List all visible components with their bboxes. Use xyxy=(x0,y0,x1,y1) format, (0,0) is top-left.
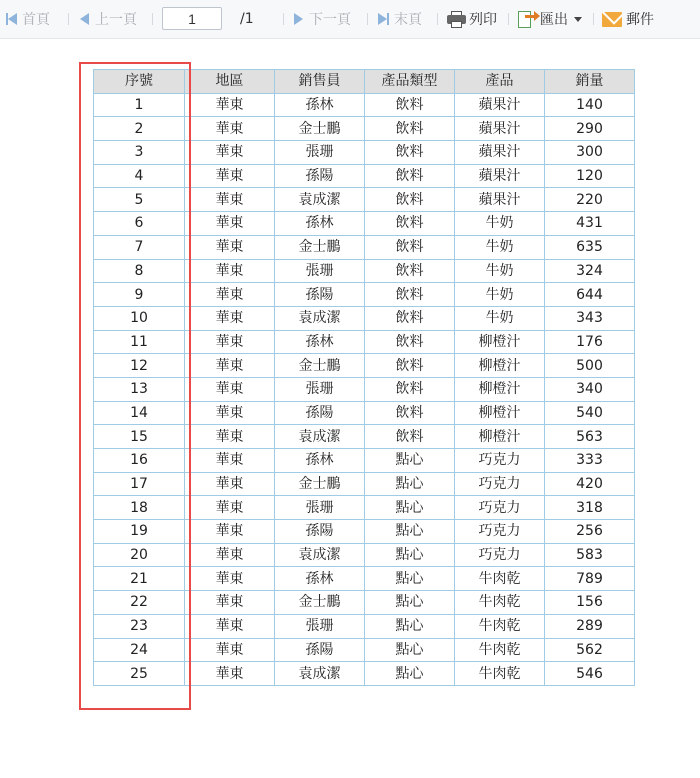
cell-serial-number: 21 xyxy=(94,567,185,591)
cell-product-type: 飲料 xyxy=(365,188,455,212)
toolbar-divider xyxy=(437,13,438,25)
cell-region: 華東 xyxy=(185,401,275,425)
cell-sales-volume: 635 xyxy=(545,235,635,259)
cell-region: 華東 xyxy=(185,164,275,188)
table-row xyxy=(94,93,635,117)
cell-salesperson: 張珊 xyxy=(275,496,365,520)
toolbar-divider xyxy=(508,13,509,25)
cell-product-type: 飲料 xyxy=(365,283,455,307)
last-page-icon xyxy=(378,13,389,25)
cell-product-type: 飲料 xyxy=(365,235,455,259)
first-page-label: 首頁 xyxy=(22,12,50,28)
report-toolbar xyxy=(0,0,700,39)
cell-region: 華東 xyxy=(185,449,275,473)
table-row xyxy=(94,662,635,686)
cell-salesperson: 袁成潔 xyxy=(275,425,365,449)
table-row xyxy=(94,330,635,354)
table-row xyxy=(94,567,635,591)
cell-product: 柳橙汁 xyxy=(455,377,545,401)
header-product: 產品 xyxy=(455,70,545,94)
cell-salesperson: 張珊 xyxy=(275,141,365,165)
last-page-button[interactable] xyxy=(378,0,422,38)
cell-serial-number: 20 xyxy=(94,543,185,567)
table-row xyxy=(94,188,635,212)
next-page-label: 下一頁 xyxy=(309,12,351,28)
cell-product-type: 飲料 xyxy=(365,93,455,117)
first-page-button[interactable] xyxy=(6,0,50,38)
cell-sales-volume: 583 xyxy=(545,543,635,567)
printer-icon xyxy=(447,11,466,28)
header-salesperson: 銷售員 xyxy=(275,70,365,94)
cell-sales-volume: 431 xyxy=(545,212,635,236)
cell-region: 華東 xyxy=(185,520,275,544)
cell-sales-volume: 289 xyxy=(545,614,635,638)
cell-region: 華東 xyxy=(185,235,275,259)
cell-region: 華東 xyxy=(185,117,275,141)
cell-region: 華東 xyxy=(185,330,275,354)
cell-salesperson: 張珊 xyxy=(275,377,365,401)
cell-product: 柳橙汁 xyxy=(455,330,545,354)
export-label: 匯出 xyxy=(540,12,568,28)
cell-salesperson: 金士鵬 xyxy=(275,591,365,615)
cell-salesperson: 金士鵬 xyxy=(275,235,365,259)
cell-sales-volume: 644 xyxy=(545,283,635,307)
cell-product-type: 點心 xyxy=(365,591,455,615)
cell-sales-volume: 140 xyxy=(545,93,635,117)
cell-salesperson: 金士鵬 xyxy=(275,117,365,141)
cell-product-type: 點心 xyxy=(365,496,455,520)
cell-sales-volume: 562 xyxy=(545,638,635,662)
cell-product-type: 點心 xyxy=(365,449,455,473)
cell-product-type: 飲料 xyxy=(365,117,455,141)
prev-page-icon xyxy=(80,13,89,25)
cell-product: 牛肉乾 xyxy=(455,567,545,591)
cell-product-type: 飲料 xyxy=(365,259,455,283)
cell-sales-volume: 120 xyxy=(545,164,635,188)
cell-product-type: 點心 xyxy=(365,567,455,591)
cell-serial-number: 13 xyxy=(94,377,185,401)
mail-icon xyxy=(602,12,622,27)
cell-salesperson: 孫林 xyxy=(275,567,365,591)
cell-serial-number: 17 xyxy=(94,472,185,496)
table-row xyxy=(94,212,635,236)
table-row xyxy=(94,520,635,544)
cell-region: 華東 xyxy=(185,377,275,401)
cell-region: 華東 xyxy=(185,472,275,496)
cell-product-type: 飲料 xyxy=(365,354,455,378)
header-product-type: 產品類型 xyxy=(365,70,455,94)
cell-sales-volume: 318 xyxy=(545,496,635,520)
toolbar-divider xyxy=(283,13,284,25)
cell-sales-volume: 789 xyxy=(545,567,635,591)
table-row xyxy=(94,259,635,283)
cell-region: 華東 xyxy=(185,662,275,686)
table-row xyxy=(94,306,635,330)
toolbar-divider xyxy=(68,13,69,25)
cell-salesperson: 張珊 xyxy=(275,614,365,638)
cell-sales-volume: 420 xyxy=(545,472,635,496)
toolbar-divider xyxy=(593,13,594,25)
cell-salesperson: 孫林 xyxy=(275,93,365,117)
cell-region: 華東 xyxy=(185,354,275,378)
cell-salesperson: 袁成潔 xyxy=(275,306,365,330)
cell-product-type: 點心 xyxy=(365,614,455,638)
cell-salesperson: 孫陽 xyxy=(275,520,365,544)
cell-product: 牛肉乾 xyxy=(455,591,545,615)
cell-product-type: 點心 xyxy=(365,543,455,567)
cell-product: 牛肉乾 xyxy=(455,614,545,638)
table-row xyxy=(94,614,635,638)
cell-product-type: 點心 xyxy=(365,662,455,686)
cell-product-type: 飲料 xyxy=(365,401,455,425)
cell-salesperson: 袁成潔 xyxy=(275,543,365,567)
cell-region: 華東 xyxy=(185,425,275,449)
cell-region: 華東 xyxy=(185,188,275,212)
cell-product-type: 飲料 xyxy=(365,330,455,354)
cell-serial-number: 9 xyxy=(94,283,185,307)
cell-salesperson: 孫林 xyxy=(275,449,365,473)
cell-product: 牛肉乾 xyxy=(455,638,545,662)
cell-product-type: 飲料 xyxy=(365,212,455,236)
cell-salesperson: 孫林 xyxy=(275,330,365,354)
prev-page-button[interactable] xyxy=(80,0,137,38)
table-row xyxy=(94,377,635,401)
cell-product: 牛奶 xyxy=(455,306,545,330)
cell-product: 巧克力 xyxy=(455,472,545,496)
cell-serial-number: 22 xyxy=(94,591,185,615)
cell-region: 華東 xyxy=(185,93,275,117)
cell-serial-number: 8 xyxy=(94,259,185,283)
cell-salesperson: 孫陽 xyxy=(275,638,365,662)
cell-product: 巧克力 xyxy=(455,496,545,520)
cell-product: 蘋果汁 xyxy=(455,141,545,165)
header-region: 地區 xyxy=(185,70,275,94)
cell-serial-number: 4 xyxy=(94,164,185,188)
cell-product: 牛奶 xyxy=(455,235,545,259)
cell-sales-volume: 340 xyxy=(545,377,635,401)
next-page-button[interactable] xyxy=(294,0,351,38)
cell-region: 華東 xyxy=(185,638,275,662)
cell-serial-number: 16 xyxy=(94,449,185,473)
cell-serial-number: 15 xyxy=(94,425,185,449)
cell-salesperson: 金士鵬 xyxy=(275,472,365,496)
table-body xyxy=(94,93,635,685)
toolbar-divider xyxy=(152,13,153,25)
cell-product: 巧克力 xyxy=(455,543,545,567)
prev-page-label: 上一頁 xyxy=(95,12,137,28)
cell-product: 蘋果汁 xyxy=(455,188,545,212)
cell-salesperson: 金士鵬 xyxy=(275,354,365,378)
cell-product-type: 飲料 xyxy=(365,306,455,330)
cell-product: 牛肉乾 xyxy=(455,662,545,686)
cell-serial-number: 6 xyxy=(94,212,185,236)
table-row xyxy=(94,449,635,473)
table-row xyxy=(94,401,635,425)
cell-product-type: 飲料 xyxy=(365,377,455,401)
cell-product-type: 點心 xyxy=(365,638,455,662)
cell-sales-volume: 290 xyxy=(545,117,635,141)
cell-region: 華東 xyxy=(185,567,275,591)
cell-sales-volume: 220 xyxy=(545,188,635,212)
cell-serial-number: 5 xyxy=(94,188,185,212)
table-row xyxy=(94,354,635,378)
cell-product: 巧克力 xyxy=(455,520,545,544)
cell-product: 牛奶 xyxy=(455,283,545,307)
cell-region: 華東 xyxy=(185,614,275,638)
cell-serial-number: 11 xyxy=(94,330,185,354)
cell-sales-volume: 343 xyxy=(545,306,635,330)
table-row xyxy=(94,638,635,662)
cell-product: 柳橙汁 xyxy=(455,425,545,449)
table-row xyxy=(94,472,635,496)
header-sales-volume: 銷量 xyxy=(545,70,635,94)
cell-sales-volume: 500 xyxy=(545,354,635,378)
cell-product: 蘋果汁 xyxy=(455,164,545,188)
header-serial-number: 序號 xyxy=(94,70,185,94)
cell-product: 巧克力 xyxy=(455,449,545,473)
cell-region: 華東 xyxy=(185,283,275,307)
cell-region: 華東 xyxy=(185,591,275,615)
toolbar-divider xyxy=(367,13,368,25)
sales-report-table xyxy=(93,69,635,686)
cell-sales-volume: 546 xyxy=(545,662,635,686)
last-page-label: 末頁 xyxy=(394,12,422,28)
cell-serial-number: 1 xyxy=(94,93,185,117)
cell-salesperson: 張珊 xyxy=(275,259,365,283)
next-page-icon xyxy=(294,13,303,25)
mail-button[interactable] xyxy=(602,0,654,38)
cell-salesperson: 孫陽 xyxy=(275,283,365,307)
page-number-input[interactable] xyxy=(162,7,222,30)
page-total: /1 xyxy=(240,11,254,27)
cell-product-type: 飲料 xyxy=(365,141,455,165)
cell-sales-volume: 256 xyxy=(545,520,635,544)
cell-region: 華東 xyxy=(185,496,275,520)
table-row xyxy=(94,283,635,307)
cell-product-type: 飲料 xyxy=(365,164,455,188)
cell-serial-number: 7 xyxy=(94,235,185,259)
cell-product-type: 飲料 xyxy=(365,425,455,449)
cell-product: 蘋果汁 xyxy=(455,117,545,141)
cell-serial-number: 25 xyxy=(94,662,185,686)
cell-serial-number: 3 xyxy=(94,141,185,165)
cell-serial-number: 12 xyxy=(94,354,185,378)
cell-product: 牛奶 xyxy=(455,212,545,236)
cell-region: 華東 xyxy=(185,259,275,283)
cell-product-type: 點心 xyxy=(365,472,455,496)
cell-salesperson: 袁成潔 xyxy=(275,662,365,686)
table-row xyxy=(94,425,635,449)
export-icon xyxy=(518,10,536,28)
export-button[interactable] xyxy=(518,0,582,38)
cell-serial-number: 24 xyxy=(94,638,185,662)
cell-product: 牛奶 xyxy=(455,259,545,283)
cell-serial-number: 2 xyxy=(94,117,185,141)
cell-sales-volume: 156 xyxy=(545,591,635,615)
cell-serial-number: 14 xyxy=(94,401,185,425)
cell-salesperson: 袁成潔 xyxy=(275,188,365,212)
cell-salesperson: 孫陽 xyxy=(275,401,365,425)
cell-sales-volume: 300 xyxy=(545,141,635,165)
cell-sales-volume: 176 xyxy=(545,330,635,354)
cell-sales-volume: 333 xyxy=(545,449,635,473)
table-row xyxy=(94,117,635,141)
cell-region: 華東 xyxy=(185,212,275,236)
cell-region: 華東 xyxy=(185,543,275,567)
print-button[interactable] xyxy=(447,0,497,38)
cell-sales-volume: 324 xyxy=(545,259,635,283)
cell-product: 蘋果汁 xyxy=(455,93,545,117)
table-row xyxy=(94,543,635,567)
cell-sales-volume: 563 xyxy=(545,425,635,449)
table-row xyxy=(94,235,635,259)
cell-serial-number: 10 xyxy=(94,306,185,330)
mail-label: 郵件 xyxy=(626,12,654,28)
table-row xyxy=(94,591,635,615)
cell-region: 華東 xyxy=(185,306,275,330)
cell-sales-volume: 540 xyxy=(545,401,635,425)
print-label: 列印 xyxy=(469,12,497,28)
table-row xyxy=(94,141,635,165)
cell-region: 華東 xyxy=(185,141,275,165)
cell-salesperson: 孫陽 xyxy=(275,164,365,188)
cell-serial-number: 19 xyxy=(94,520,185,544)
table-row xyxy=(94,164,635,188)
table-row xyxy=(94,496,635,520)
table-header-row xyxy=(94,70,635,94)
cell-product: 柳橙汁 xyxy=(455,401,545,425)
cell-serial-number: 23 xyxy=(94,614,185,638)
cell-salesperson: 孫林 xyxy=(275,212,365,236)
first-page-icon xyxy=(6,13,17,25)
cell-product-type: 點心 xyxy=(365,520,455,544)
chevron-down-icon xyxy=(574,17,582,22)
cell-product: 柳橙汁 xyxy=(455,354,545,378)
cell-serial-number: 18 xyxy=(94,496,185,520)
